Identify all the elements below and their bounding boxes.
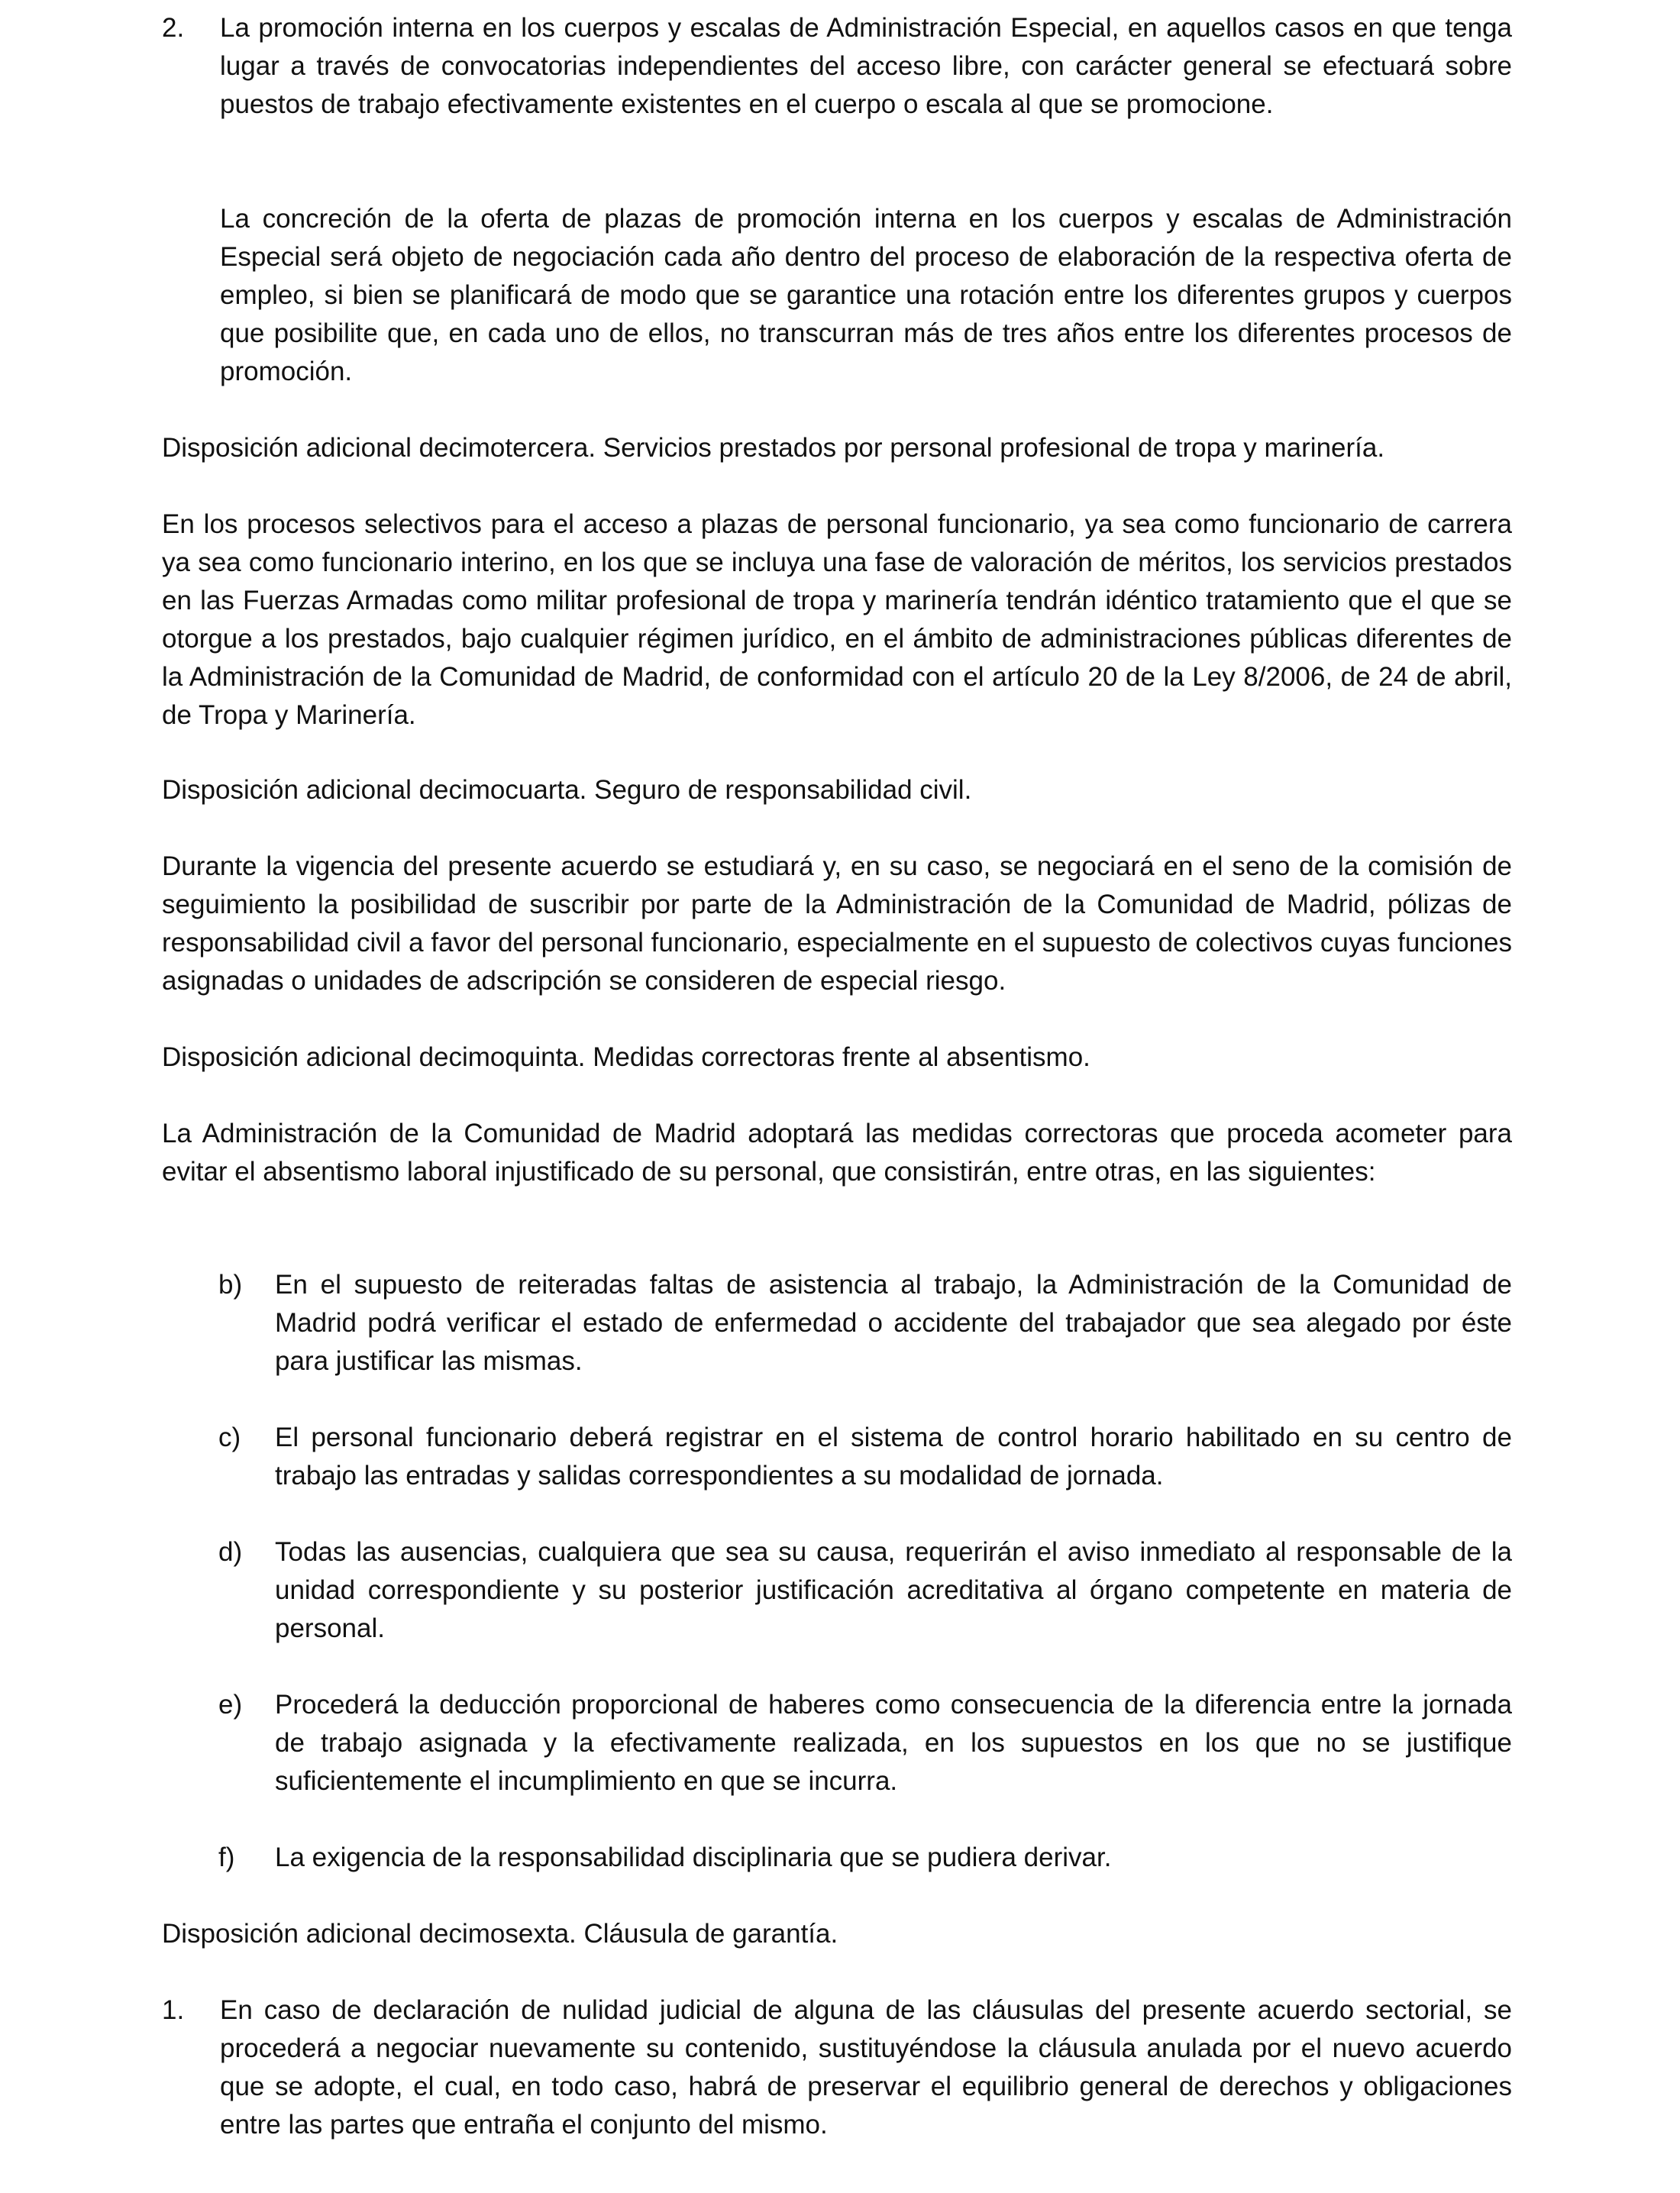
list-text: Procederá la deducción proporcional de haberes como consecuencia de la diferencia entre la jornada de trabajo asignada y la efectivamente realizada, en los supuestos en los que no se justifique suficientemente el incumplimiento en que se incurra.: [275, 1690, 1512, 1796]
heading-decimosexta: Disposición adicional decimosexta. Cláusula de garantía.: [162, 1919, 838, 1949]
heading-decimoquinta: Disposición adicional decimoquinta. Medidas correctoras frente al absentismo.: [162, 1042, 1090, 1072]
list-text: Todas las ausencias, cualquiera que sea su causa, requerirán el aviso inmediato al responsable de la unidad correspondiente y su posterior justificación acreditativa al órgano competente en materia de personal.: [275, 1537, 1512, 1643]
item-text: La promoción interna en los cuerpos y escalas de Administración Especial, en aquellos casos en que tenga lugar a través de convocatorias independientes del acceso libre, con carácter general se efectuará sobre puestos de trabajo efectivamente existentes en el cuerpo o escala al que se promocione.: [220, 13, 1512, 119]
list-marker: d): [218, 1537, 243, 1567]
item-marker: 2.: [162, 13, 185, 43]
item-2-paragraph: La concreción de la oferta de plazas de promoción interna en los cuerpos y escalas de Administración Especial será objeto de negociación cada año dentro del proceso de elaboración de la respectiva oferta de empleo, si bien se planificará de modo que se garantice una rotación entre los diferentes grupos y cuerpos que posibilite que, en cada uno de ellos, no transcurran más de tres años entre los diferentes procesos de promoción.: [220, 204, 1512, 386]
list-marker: f): [218, 1843, 235, 1872]
list-text: El personal funcionario deberá registrar en el sistema de control horario habilitado en su centro de trabajo las entradas y salidas correspondientes a su modalidad de jornada.: [275, 1423, 1512, 1491]
list-text: En el supuesto de reiteradas faltas de asistencia al trabajo, la Administración de la Comunidad de Madrid podrá verificar el estado de enfermedad o accidente del trabajador que sea alegado por éste para justificar las mismas.: [275, 1270, 1512, 1376]
paragraph-decimotercera: En los procesos selectivos para el acceso a plazas de personal funcionario, ya sea como funcionario de carrera ya sea como funcionario interino, en los que se incluya una fase de valoración de méritos, los servicios prestados en las Fuerzas Armadas como militar profesional de tropa y marinería tendrán idéntico tratamiento que el que se otorgue a los prestados, bajo cualquier régimen jurídico, en el ámbito de administraciones públicas diferentes de la Administración de la Comunidad de Madrid, de conformidad con el artículo 20 de la Ley 8/2006, de 24 de abril, de Tropa y Marinería.: [162, 509, 1512, 730]
paragraph-decimoquinta: La Administración de la Comunidad de Madrid adoptará las medidas correctoras que proceda acometer para evitar el absentismo laboral injustificado de su personal, que consistirán, entre otras, en las siguientes:: [162, 1119, 1512, 1187]
list-text: La exigencia de la responsabilidad disciplinaria que se pudiera derivar.: [275, 1843, 1112, 1872]
item-text: En caso de declaración de nulidad judicial de alguna de las cláusulas del presente acuerdo sectorial, se procederá a negociar nuevamente su contenido, sustituyéndose la cláusula anulada por el nuevo acuerdo que se adopte, el cual, en todo caso, habrá de preservar el equilibrio general de derechos y obligaciones entre las partes que entraña el conjunto del mismo.: [220, 1995, 1512, 2140]
paragraph-decimocuarta: Durante la vigencia del presente acuerdo se estudiará y, en su caso, se negociará en el seno de la comisión de seguimiento la posibilidad de suscribir por parte de la Administración de la Comunidad de Madrid, pólizas de responsabilidad civil a favor del personal funcionario, especialmente en el supuesto de colectivos cuyas funciones asignadas o unidades de adscripción se consideren de especial riesgo.: [162, 851, 1512, 996]
heading-decimotercera: Disposición adicional decimotercera. Servicios prestados por personal profesional de tropa y marinería.: [162, 433, 1385, 463]
item-marker: 1.: [162, 1995, 185, 2025]
list-marker: c): [218, 1423, 241, 1452]
list-marker: b): [218, 1270, 243, 1300]
list-marker: e): [218, 1690, 243, 1720]
heading-decimocuarta: Disposición adicional decimocuarta. Seguro de responsabilidad civil.: [162, 775, 972, 805]
